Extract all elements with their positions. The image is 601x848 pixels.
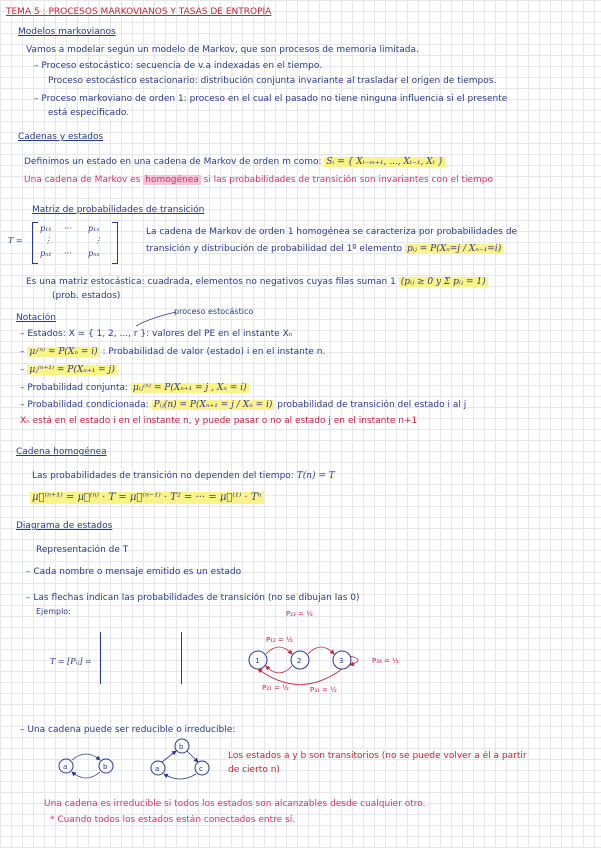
homogenea-post: si las probabilidades de transición son invariantes con el tiempo	[203, 175, 494, 185]
matrix-vdots-right: ⋮	[94, 236, 102, 245]
notacion-condicionada-post: probabilidad de transición del estado i al j	[277, 400, 467, 410]
notacion-conjunta-formula: μᵢⱼ⁽ⁿ⁾ = P(Xₙ₊₁ = j , Xₙ = i)	[132, 383, 247, 393]
matrix-pnn: pₙₙ	[88, 249, 100, 258]
arrow-c-a2	[164, 774, 196, 779]
matrix-dots-row2: ···	[64, 249, 72, 258]
diagrama-T-example: T = [Pᵢⱼ] =	[50, 657, 92, 666]
label-p33: P₃₃ = ½	[372, 657, 399, 665]
arrow-a-b	[72, 754, 100, 760]
state-2-label: 2	[297, 657, 302, 665]
notacion-mu-j: μⱼ⁽ⁿ⁺¹⁾ = P(Xₙ₊₁ = j)	[29, 365, 115, 375]
notacion-condicionada-formula: Pᵢⱼ(n) = P(Xₙ₊₁ = j / Xₙ = i)	[153, 400, 273, 410]
proceso-estocastico-annotation: proceso estocástico	[174, 307, 254, 316]
arrow-b2-c	[187, 751, 198, 762]
diagrama-representacion: Representación de T	[36, 545, 129, 555]
irreducible-definition: Una cadena es irreducible si todos los estados son alcanzables desde cualquier otro.	[44, 799, 426, 809]
section-heading-cadenas: Cadenas y estados	[18, 132, 104, 142]
notacion-estados: – Estados: X = { 1, 2, ..., r }: valores del PE en el instante Xₙ	[20, 329, 293, 339]
matriz-text-2-body: transición y distribución de probabilidad del 1º elemento	[146, 244, 403, 254]
section-heading-notacion: Notación	[16, 313, 56, 323]
notacion-condicionada-text: – Probabilidad condicionada:	[20, 400, 149, 410]
matriz-text-1: La cadena de Markov de orden 1 homogénea se caracteriza por probabilidades de	[146, 227, 518, 237]
section-heading-diagrama: Diagrama de estados	[16, 521, 113, 531]
diagrama-flechas-bullet: – Las flechas indican las probabilidades de transición (no se dibujan las 0)	[26, 593, 360, 603]
matrix-label: T =	[8, 236, 23, 245]
label-p21: P₂₁ = ½	[262, 684, 289, 692]
notacion-explicacion: Xₙ está en el estado i en el instante n, y puede pasar o no al estado j en el instante n+1	[20, 416, 418, 426]
state-b-label: b	[103, 763, 108, 771]
homogenea-pre: Una cadena de Markov es	[24, 175, 141, 185]
reducible-bullet: – Una cadena puede ser reducible o irreducible:	[20, 725, 236, 735]
state-3-label: 3	[339, 657, 344, 665]
section-heading-matriz: Matriz de probabilidades de transición	[32, 205, 205, 215]
notacion-mu-j-line: – μⱼ⁽ⁿ⁺¹⁾ = P(Xₙ₊₁ = j)	[20, 365, 115, 375]
notacion-prob-valor: – μᵢ⁽ⁿ⁾ = P(Xₙ = i) : Probabilidad de valor (estado) i en el instante n.	[20, 347, 326, 357]
state-b2-label: b	[179, 743, 184, 751]
section-heading-cadena-homogenea: Cadena homogénea	[16, 447, 107, 457]
matriz-estocastica-text: Es una matriz estocástica: cuadrada, elementos no negativos cuyas filas suman 1	[26, 277, 396, 287]
state-c-label: c	[199, 765, 203, 773]
bullet-markoviano: – Proceso markoviano de orden 1: proceso en el cual el pasado no tiene ninguna influencia si el presente	[34, 94, 508, 104]
estado-formula: Sᵢ = { Xₜ₋ₘ₊₁, ..., Xₜ₋₁, Xₜ }	[326, 157, 444, 167]
diagrama-estado-bullet: – Cada nombre o mensaje emitido es un estado	[26, 567, 242, 577]
matrix-vdots-left: ⋮	[44, 236, 52, 245]
bullet-estacionario: Proceso estocástico estacionario: distribución conjunta invariante al trasladar el origen de tiempos.	[48, 76, 497, 86]
label-p23: P₂₃ = ½	[286, 610, 313, 618]
arrow-a2-b2	[162, 751, 176, 762]
state-a-label: a	[63, 763, 68, 771]
homogenea-recursion-formula: μ⃗⁽ⁿ⁺¹⁾ = μ⃗⁽ⁿ⁾ · T = μ⃗⁽ⁿ⁻¹⁾ · T² = ··· = μ⃗⁽¹⁾ · Tⁿ	[32, 492, 262, 503]
intro-text: Vamos a modelar según un modelo de Markov, que son procesos de memoria limitada.	[26, 45, 419, 55]
matrix-p1n: p₁ₙ	[88, 224, 100, 233]
section-heading-modelos: Modelos markovianos	[18, 27, 116, 37]
reducible-explanation-1: Los estados a y b son transitorios (no se puede volver a él a partir	[228, 751, 527, 761]
label-p31: P₃₁ = ½	[310, 686, 337, 694]
estado-definition-text: Definimos un estado en una cadena de Markov de orden m como:	[24, 157, 322, 167]
bullet-proceso-estocastico: – Proceso estocástico: secuencia de v.a indexadas en el tiempo.	[34, 61, 323, 71]
matrix-pn1: pₙ₁	[40, 249, 52, 258]
notacion-conjunta-text: – Probabilidad conjunta:	[20, 383, 129, 393]
homogenea-text-body: Las probabilidades de transición no dependen del tiempo:	[32, 471, 294, 481]
page-title: TEMA 5 : PROCESOS MARKOVIANOS Y TASAS DE ENTROPÍA	[6, 7, 272, 17]
state-a2-label: a	[155, 765, 160, 773]
notacion-prob-valor-text: : Probabilidad de valor (estado) i en el instante n.	[102, 347, 326, 357]
matriz-estocastica-formula: (pᵢⱼ ≥ 0 y Σ pᵢⱼ = 1)	[400, 277, 486, 287]
prob-estados-note: (prob. estados)	[52, 291, 121, 301]
matrix-dots-row1: ···	[64, 224, 72, 233]
state-1-label: 1	[255, 657, 260, 665]
reducible-explanation-2: de cierto n)	[228, 765, 280, 775]
diagrama-ejemplo: Ejemplo:	[36, 607, 71, 616]
label-p12: P₁₂ = ½	[266, 636, 293, 644]
bullet-markoviano-cont: está especificado.	[48, 108, 130, 118]
homogenea-word: homogénea	[145, 175, 199, 185]
matrix-p11: p₁₁	[40, 224, 52, 233]
arrow-b-a	[72, 772, 100, 778]
notacion-mu-i: μᵢ⁽ⁿ⁾ = P(Xₙ = i)	[29, 347, 98, 357]
irreducible-note: * Cuando todos los estados están conectados entre sí.	[50, 815, 296, 825]
transition-prob-formula: pᵢⱼ = P(Xₙ=j / Xₙ₋₁=i)	[406, 244, 502, 254]
homogenea-T-formula: T(n) = T	[296, 471, 335, 481]
